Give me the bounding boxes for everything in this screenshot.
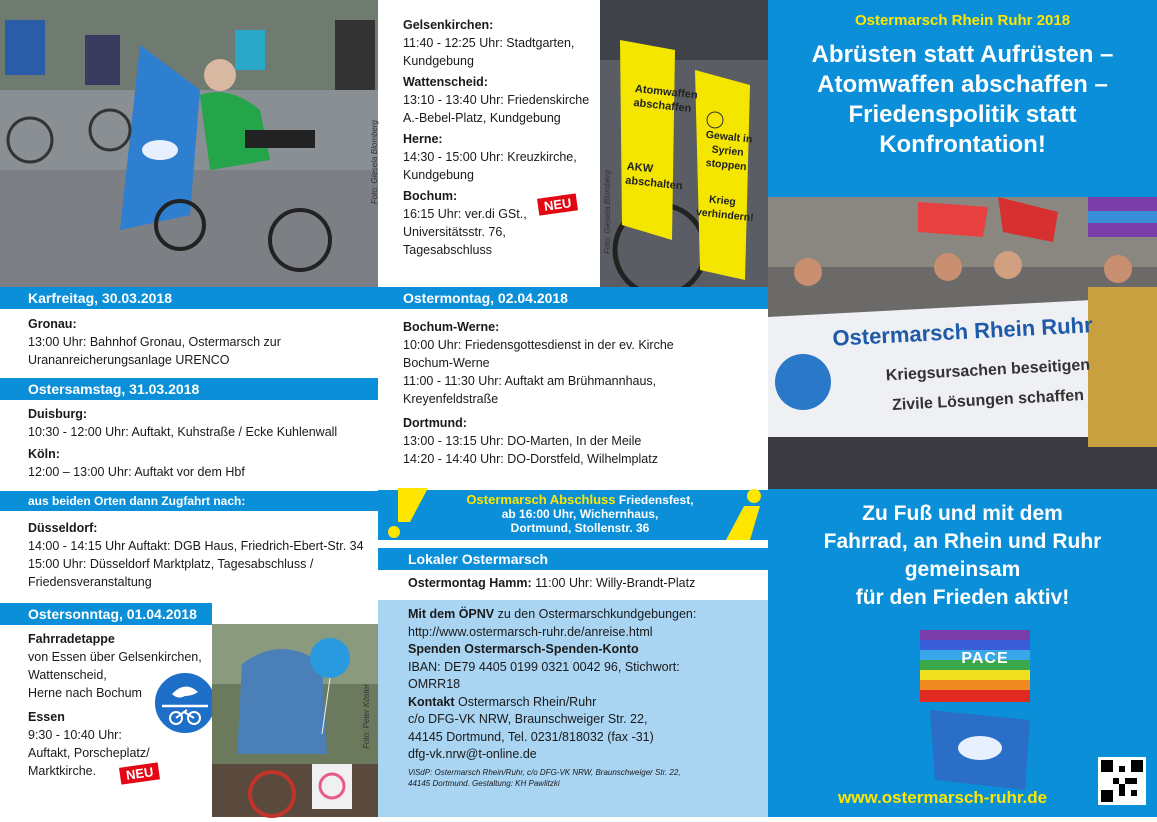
lokal-label: Ostermontag Hamm:: [408, 576, 532, 590]
schedule-line: 12:00 – 13:00 Uhr: Auftakt vor dem Hbf: [28, 465, 245, 479]
peace-flag-icon: [910, 630, 1040, 790]
top-schedule: [403, 16, 603, 259]
sign-text: AKW: [626, 160, 654, 176]
bike-peace-sign-icon: [152, 670, 218, 736]
schedule-line: A.-Bebel-Platz, Kundgebung: [403, 111, 561, 125]
place-koeln: Köln:: [28, 447, 60, 461]
schedule-line: 13:00 Uhr: Bahnhof Gronau, Ostermarsch zur: [28, 335, 281, 349]
place-gronau: Gronau:: [28, 317, 77, 331]
schedule-line: Kreyenfeldstraße: [403, 392, 499, 406]
schedule-line: Auftakt, Porscheplatz/: [28, 746, 150, 760]
schedule-line: 13:00 - 13:15 Uhr: DO-Marten, In der Meile: [403, 434, 642, 448]
oepnv-text: zu den Ostermarschkundgebungen:: [497, 607, 697, 621]
kontakt-text: Ostermarsch Rhein/Ruhr: [458, 694, 597, 709]
schedule-line: 9:30 - 10:40 Uhr:: [28, 728, 122, 742]
place-duisburg: Duisburg:: [28, 407, 88, 421]
sign-text: abschalten: [624, 174, 684, 193]
place-duesseldorf: Düsseldorf:: [28, 521, 98, 535]
sign-atom: [625, 82, 699, 194]
right-panel-slogan: [768, 40, 1157, 160]
header-lokal: Lokaler Ostermarsch: [378, 548, 768, 570]
visdp-line: ViSdP: Ostermarsch Rhein/Ruhr, c/o DFG-VK NRW, Braunschweiger Str. 22,: [408, 767, 681, 777]
schedule-line: 11:00 - 11:30 Uhr: Auftakt am Brühmannhaus,: [403, 374, 657, 388]
schedule-line: 15:00 Uhr: Düsseldorf Marktplatz, Tagesabschluss /: [28, 557, 314, 571]
header-ostersamstag: Ostersamstag, 31.03.2018: [0, 378, 378, 400]
banner-line1: Ostermarsch Rhein Ruhr: [831, 312, 1094, 351]
schedule-line: Universitätsstr. 76,: [403, 225, 506, 239]
slogan-line: Friedenspolitik statt: [848, 101, 1077, 128]
schedule-line: Bochum-Werne: [403, 356, 490, 370]
website-link[interactable]: www.ostermarsch-ruhr.de: [838, 788, 1048, 807]
motto-line: gemeinsam: [904, 558, 1021, 581]
sign-text: Atomwaffen: [634, 82, 699, 102]
sign-text: verhindern!: [695, 206, 755, 225]
motto-line: Zu Fuß und mit dem: [862, 502, 1063, 525]
iban: IBAN: DE79 4405 0199 0321 0042 96, Stichwort:: [408, 659, 680, 674]
section-ostermontag: [403, 318, 763, 468]
visdp-line: 44145 Dortmund. Gestaltung: KH Pawlitzki: [408, 778, 560, 788]
schedule-line: 10:30 - 12:00 Uhr: Auftakt, Kuhstraße / Ecke Kuhlenwall: [28, 425, 338, 439]
schedule-line: Kundgebung: [403, 168, 474, 182]
email-link[interactable]: dfg-vk.nrw@t-online.de: [408, 747, 537, 761]
schedule-line: Kundgebung: [403, 54, 474, 68]
photo-bike-signs: [600, 0, 768, 287]
motto-line: Fahrrad, an Rhein und Ruhr: [823, 530, 1102, 553]
slogan-line: Konfrontation!: [879, 131, 1046, 158]
schedule-line: Wattenscheid,: [28, 668, 107, 682]
header-ostersonntag: Ostersonntag, 01.04.2018: [0, 603, 212, 625]
right-panel-header: Ostermarsch Rhein Ruhr 2018: [854, 12, 1071, 29]
schedule-line: Friedensveranstaltung: [28, 575, 152, 589]
abschluss-title-rest: Friedensfest,: [618, 493, 694, 507]
address-line: 44145 Dortmund, Tel. 0231/818032 (fax -31): [408, 729, 654, 744]
place-dortmund: Dortmund:: [403, 416, 467, 430]
oepnv-label: Mit dem ÖPNV: [408, 607, 495, 621]
photo-credit: Foto: Giesela Blomberg: [603, 170, 612, 255]
stichwort: OMRR18: [408, 677, 461, 691]
abschluss-text: [440, 493, 720, 535]
place-essen: Essen: [28, 710, 65, 724]
sign-text: Krieg: [708, 193, 737, 209]
lokal-text: 11:00 Uhr: Willy-Brandt-Platz: [535, 576, 696, 590]
place-gelsenkirchen: Gelsenkirchen:: [403, 18, 494, 32]
peace-flag-text: PACE: [961, 650, 1009, 667]
schedule-line: 13:10 - 13:40 Uhr: Friedenskirche: [403, 93, 590, 107]
schedule-line: Tagesabschluss: [403, 243, 492, 257]
transfer-bar: aus beiden Orten dann Zugfahrt nach:: [0, 491, 378, 511]
schedule-line: 11:40 - 12:25 Uhr: Stadtgarten,: [403, 36, 575, 50]
address-line: c/o DFG-VK NRW, Braunschweiger Str. 22,: [408, 712, 648, 726]
neu-badge: NEU: [537, 193, 578, 215]
photo-credit: Foto: Peter Köster: [362, 684, 371, 749]
schedule-line: 16:15 Uhr: ver.di GSt.,: [403, 207, 527, 221]
qr-code-icon[interactable]: [1098, 757, 1146, 805]
header-karfreitag: Karfreitag, 30.03.2018: [0, 287, 378, 309]
section-lokal: [408, 574, 763, 592]
exclamation-left-icon: [380, 488, 440, 538]
exclamation-right-icon: [714, 488, 768, 540]
info-text: [408, 606, 763, 789]
schedule-line: Marktkirche.: [28, 764, 97, 778]
photo-cyclists: [0, 0, 378, 287]
schedule-line: 14:00 - 14:15 Uhr Auftakt: DGB Haus, Friedrich-Ebert-Str. 34: [28, 539, 364, 553]
slogan-line: Atomwaffen abschaffen –: [817, 71, 1108, 98]
neu-badge: NEU: [119, 762, 160, 784]
sign-text: Gewalt in: [705, 128, 753, 146]
abschluss-title: Ostermarsch Abschluss: [466, 492, 616, 507]
schedule-line: Herne nach Bochum: [28, 686, 142, 700]
schedule-line: 14:30 - 15:00 Uhr: Kreuzkirche,: [403, 150, 577, 164]
fahrrad-title: Fahrradetappe: [28, 632, 115, 646]
section-karfreitag: [28, 315, 373, 369]
schedule-line: 14:20 - 14:40 Uhr: DO-Dorstfeld, Wilhelmplatz: [403, 452, 658, 466]
photo-balloon: [212, 624, 378, 817]
section-ostersamstag: [28, 405, 373, 481]
kontakt-label: Kontakt: [408, 694, 455, 709]
spenden-title: Spenden Ostermarsch-Spenden-Konto: [408, 642, 639, 656]
photo-march-banner: [768, 197, 1157, 489]
motto-line: für den Frieden aktiv!: [855, 586, 1070, 609]
slogan-line: Abrüsten statt Aufrüsten –: [811, 41, 1114, 68]
sign-text: Syrien stoppen: [705, 143, 748, 174]
place-wattenscheid: Wattenscheid:: [403, 75, 488, 89]
abschluss-line: ab 16:00 Uhr, Wichernhaus,: [501, 507, 659, 521]
place-herne: Herne:: [403, 132, 443, 146]
anreise-link[interactable]: http://www.ostermarsch-ruhr.de/anreise.html: [408, 624, 653, 639]
header-ostermontag: Ostermontag, 02.04.2018: [378, 287, 768, 309]
sign-text: abschaffen: [632, 96, 692, 115]
banner-line3: Zivile Lösungen schaffen: [891, 386, 1085, 415]
banner-line2: Kriegsursachen beseitigen: [885, 356, 1091, 385]
place-bochum: Bochum:: [403, 189, 458, 203]
schedule-line: 10:00 Uhr: Friedensgottesdienst in der ev. Kirche: [403, 338, 674, 352]
place-bochum-werne: Bochum-Werne:: [403, 320, 500, 334]
section-duesseldorf: [28, 519, 373, 591]
abschluss-line: Dortmund, Stollenstr. 36: [510, 521, 650, 535]
sign-syrien: [695, 128, 754, 225]
schedule-line: Urananreicherungsanlage URENCO: [28, 353, 230, 367]
photo-credit: Foto: Giesela Blomberg: [370, 120, 379, 205]
right-panel-motto: [768, 500, 1157, 612]
schedule-line: von Essen über Gelsenkirchen,: [28, 650, 202, 664]
